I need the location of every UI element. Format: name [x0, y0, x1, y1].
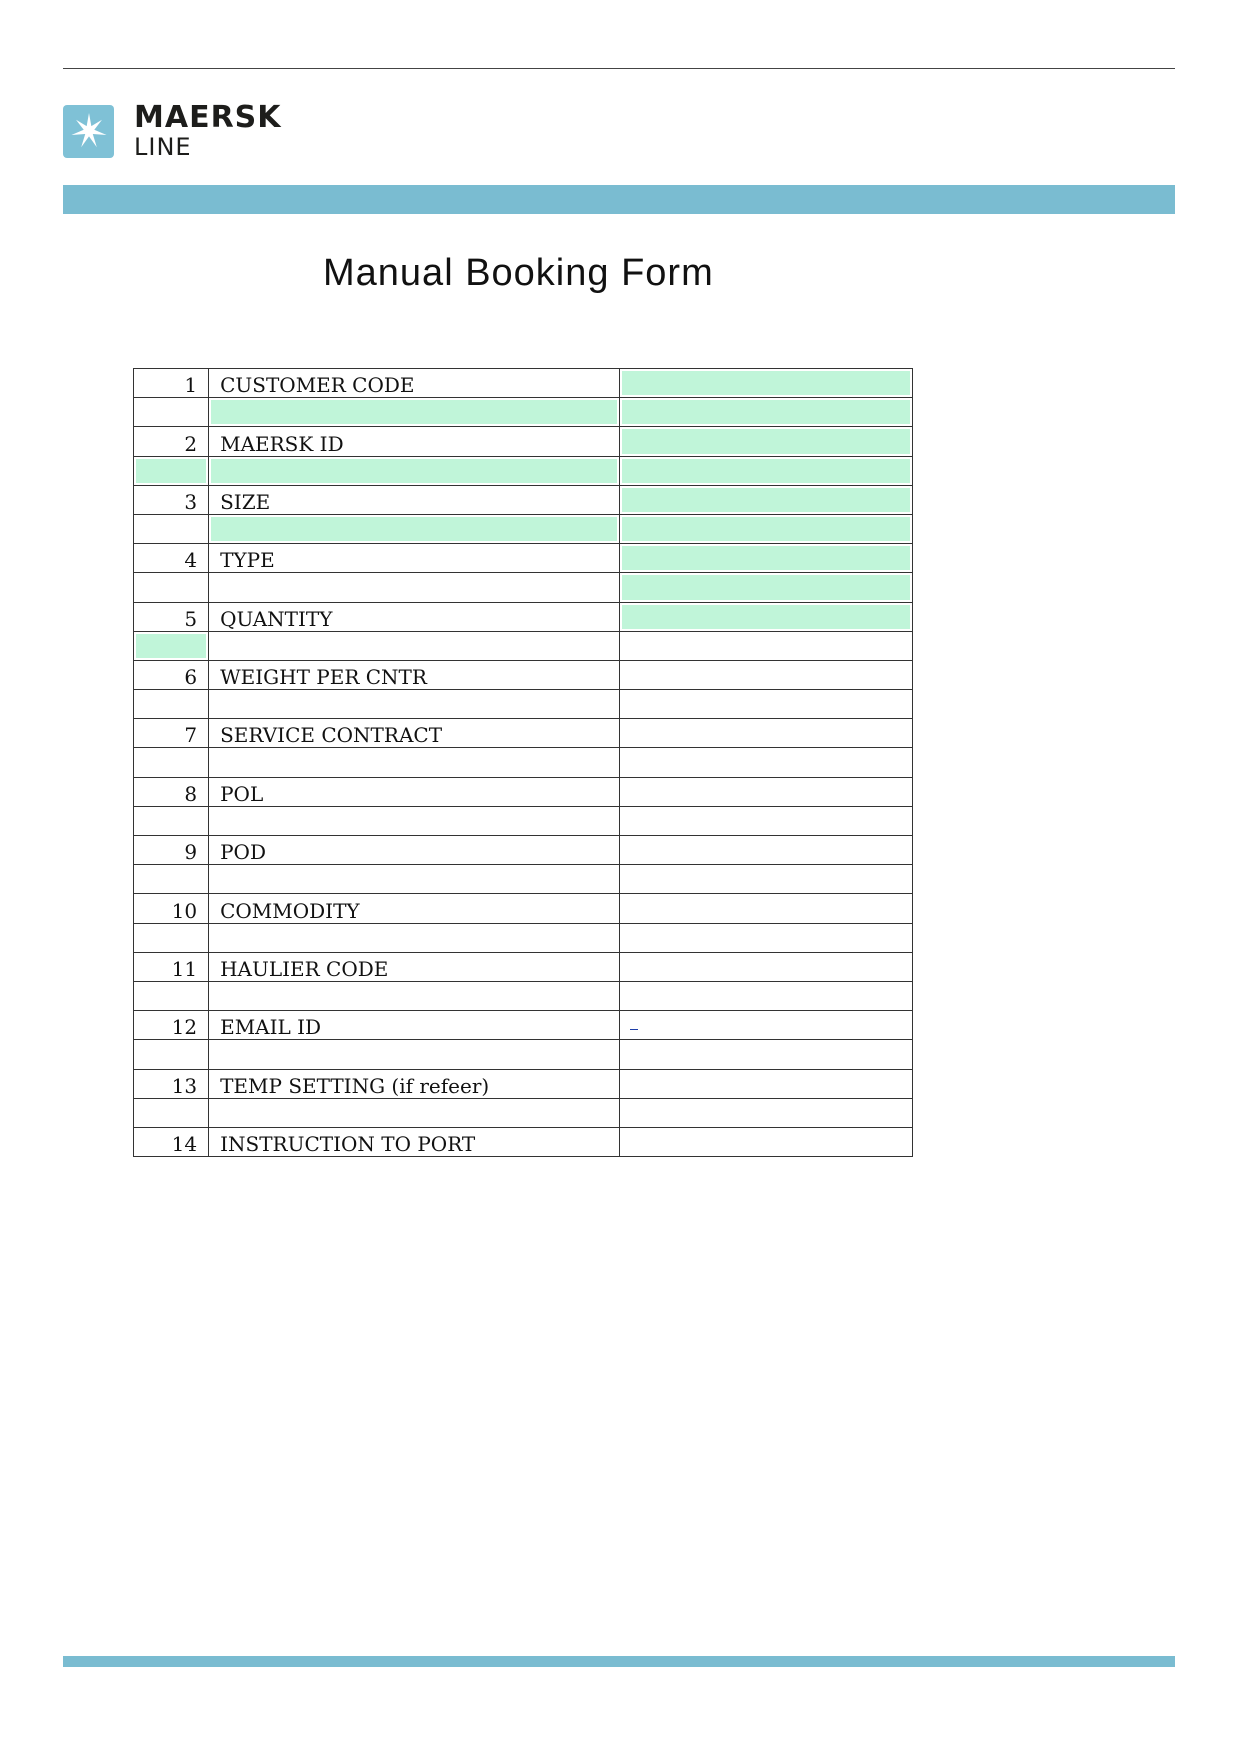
spacer-row: [134, 398, 913, 427]
field-label: POL: [209, 777, 620, 806]
booking-form-table: [133, 368, 913, 1157]
logo-brand-text: MAERSK: [134, 100, 282, 135]
spacer-cell: [209, 865, 620, 894]
spacer-cell: [134, 398, 209, 427]
field-label: HAULIER CODE: [209, 952, 620, 981]
field-number: 3: [134, 485, 209, 514]
field-value-input[interactable]: [619, 777, 912, 806]
spacer-cell: [619, 748, 912, 777]
spacer-cell: [619, 398, 912, 427]
spacer-cell: [619, 806, 912, 835]
field-row: [134, 719, 913, 748]
field-label: CUSTOMER CODE: [209, 369, 620, 398]
spacer-cell: [134, 456, 209, 485]
field-number: 9: [134, 836, 209, 865]
field-label: POD: [209, 836, 620, 865]
spacer-cell: [134, 748, 209, 777]
field-number: 1: [134, 369, 209, 398]
field-value-input[interactable]: [619, 1127, 912, 1156]
page-title: Manual Booking Form: [323, 252, 714, 294]
field-number: 6: [134, 660, 209, 689]
field-number: 5: [134, 602, 209, 631]
field-row: [134, 1127, 913, 1156]
field-label: MAERSK ID: [209, 427, 620, 456]
spacer-cell: [209, 806, 620, 835]
field-row: [134, 602, 913, 631]
spacer-row: [134, 981, 913, 1010]
spacer-cell: [619, 865, 912, 894]
spacer-cell: [209, 923, 620, 952]
field-value-input[interactable]: [619, 894, 912, 923]
spacer-row: [134, 923, 913, 952]
spacer-cell: [209, 748, 620, 777]
field-row: [134, 660, 913, 689]
field-value-input[interactable]: [619, 836, 912, 865]
field-number: 14: [134, 1127, 209, 1156]
spacer-cell: [134, 573, 209, 602]
spacer-cell: [134, 1040, 209, 1069]
spacer-row: [134, 1098, 913, 1127]
spacer-cell: [209, 1040, 620, 1069]
spacer-cell: [134, 631, 209, 660]
field-number: 4: [134, 544, 209, 573]
field-label: TYPE: [209, 544, 620, 573]
spacer-cell: [619, 573, 912, 602]
spacer-cell: [134, 923, 209, 952]
spacer-cell: [619, 690, 912, 719]
spacer-row: [134, 1040, 913, 1069]
spacer-cell: [209, 690, 620, 719]
field-number: 13: [134, 1069, 209, 1098]
field-number: 12: [134, 1011, 209, 1040]
field-value-input[interactable]: [619, 719, 912, 748]
field-number: 10: [134, 894, 209, 923]
spacer-row: [134, 690, 913, 719]
field-label: EMAIL ID: [209, 1011, 620, 1040]
field-value-input[interactable]: [619, 952, 912, 981]
header-band: [63, 185, 1175, 214]
email-link-mark[interactable]: [630, 1029, 638, 1030]
spacer-row: [134, 748, 913, 777]
spacer-cell: [134, 514, 209, 543]
field-value-input[interactable]: [619, 544, 912, 573]
field-value-input[interactable]: [619, 369, 912, 398]
field-row: [134, 894, 913, 923]
spacer-cell: [619, 631, 912, 660]
top-rule: [63, 68, 1175, 69]
maersk-line-logo: [63, 100, 282, 161]
spacer-cell: [134, 806, 209, 835]
field-row: [134, 952, 913, 981]
field-row: [134, 836, 913, 865]
spacer-cell: [134, 1098, 209, 1127]
field-row: [134, 1069, 913, 1098]
field-value-input[interactable]: [619, 660, 912, 689]
field-number: 7: [134, 719, 209, 748]
spacer-cell: [209, 514, 620, 543]
footer-band: [63, 1656, 1175, 1667]
spacer-cell: [209, 398, 620, 427]
field-value-input[interactable]: [619, 485, 912, 514]
spacer-cell: [619, 1040, 912, 1069]
spacer-cell: [209, 456, 620, 485]
field-row: [134, 427, 913, 456]
field-label: TEMP SETTING (if refeer): [209, 1069, 620, 1098]
field-value-input[interactable]: [619, 602, 912, 631]
spacer-row: [134, 514, 913, 543]
field-label: SERVICE CONTRACT: [209, 719, 620, 748]
field-number: 2: [134, 427, 209, 456]
field-row: [134, 777, 913, 806]
field-label: SIZE: [209, 485, 620, 514]
field-label: QUANTITY: [209, 602, 620, 631]
spacer-row: [134, 573, 913, 602]
spacer-row: [134, 806, 913, 835]
spacer-cell: [209, 573, 620, 602]
spacer-cell: [209, 981, 620, 1010]
field-label: COMMODITY: [209, 894, 620, 923]
spacer-row: [134, 456, 913, 485]
field-row: [134, 369, 913, 398]
field-row: [134, 485, 913, 514]
field-row: [134, 1011, 913, 1040]
spacer-cell: [134, 690, 209, 719]
spacer-row: [134, 865, 913, 894]
spacer-cell: [209, 1098, 620, 1127]
field-number: 8: [134, 777, 209, 806]
field-label: INSTRUCTION TO PORT: [209, 1127, 620, 1156]
spacer-cell: [619, 1098, 912, 1127]
field-row: [134, 544, 913, 573]
field-value-input[interactable]: [619, 1069, 912, 1098]
field-label: WEIGHT PER CNTR: [209, 660, 620, 689]
seven-point-star-icon: [63, 105, 114, 158]
logo-sub-brand-text: LINE: [134, 133, 192, 161]
spacer-cell: [619, 923, 912, 952]
spacer-cell: [134, 981, 209, 1010]
spacer-cell: [619, 456, 912, 485]
spacer-cell: [619, 514, 912, 543]
field-value-input[interactable]: [619, 427, 912, 456]
spacer-row: [134, 631, 913, 660]
field-number: 11: [134, 952, 209, 981]
spacer-cell: [134, 865, 209, 894]
field-value-input[interactable]: [619, 1011, 912, 1040]
spacer-cell: [619, 981, 912, 1010]
spacer-cell: [209, 631, 620, 660]
